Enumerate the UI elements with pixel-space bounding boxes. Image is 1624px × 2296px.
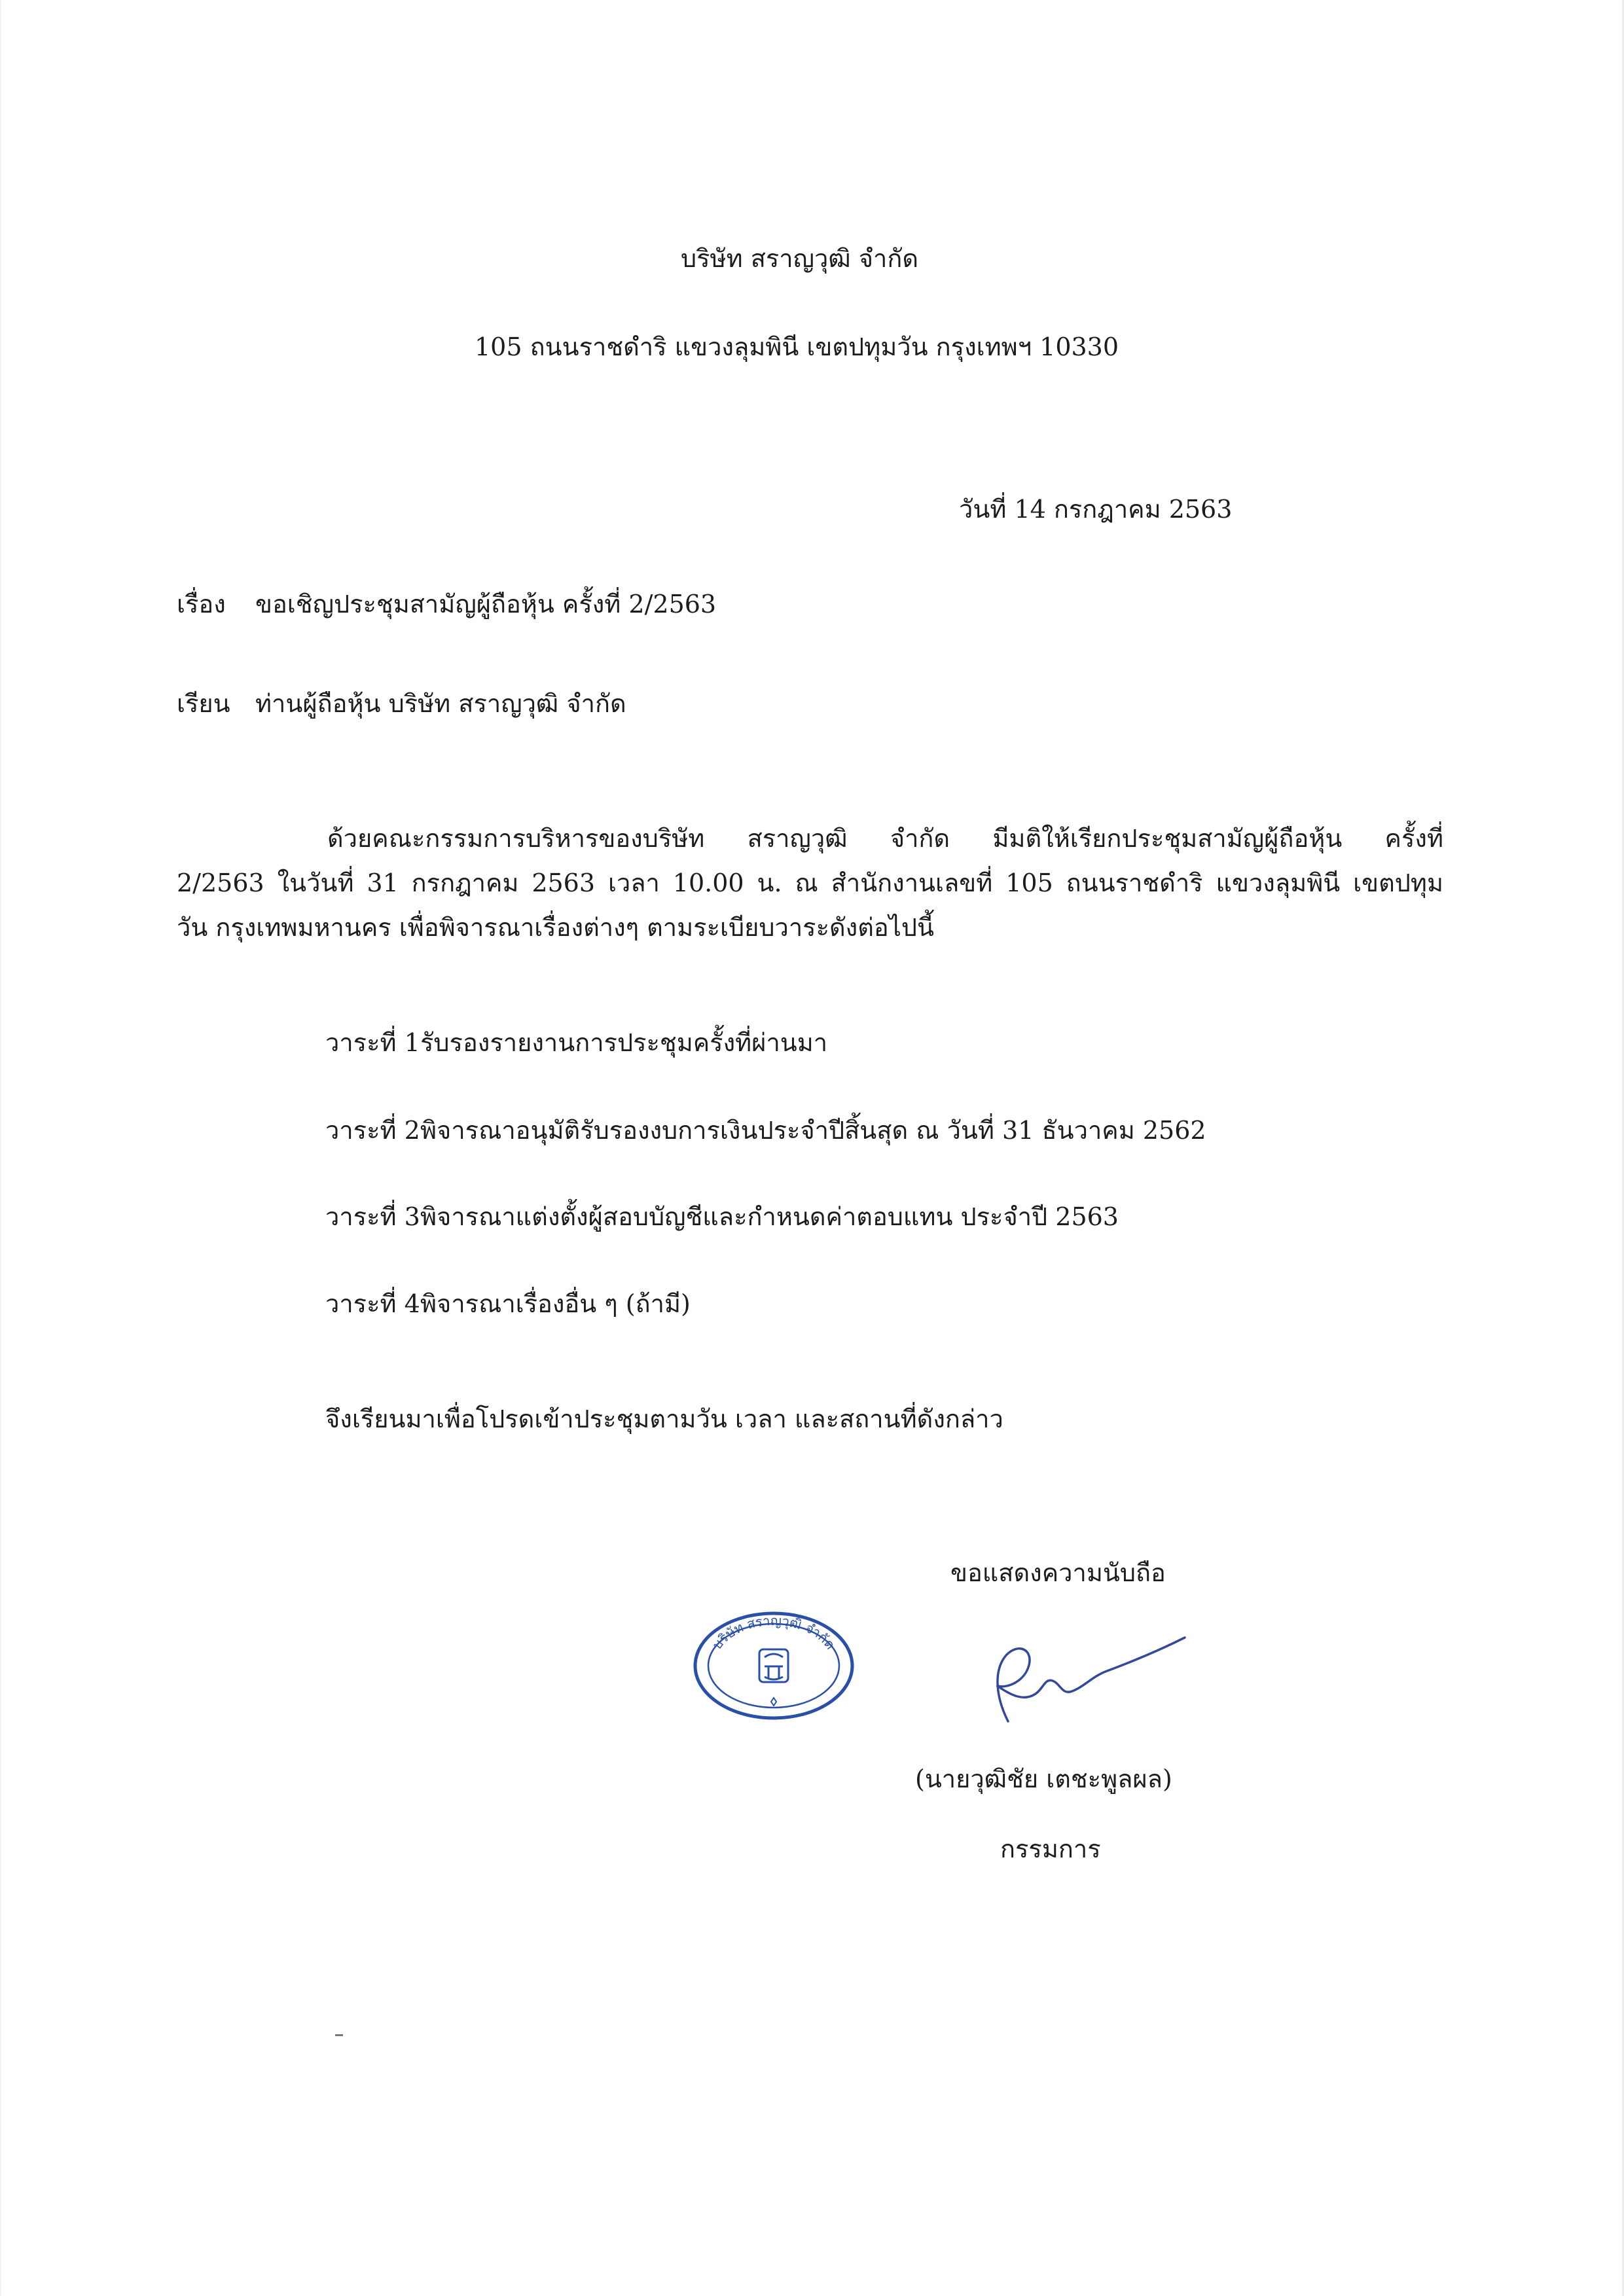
signer-position: กรรมการ [1000, 1835, 1101, 1863]
recipient-line [177, 684, 626, 723]
agenda-number: วาระที่ 3 [325, 1202, 420, 1231]
subject-line [177, 584, 716, 624]
agenda-text: พิจารณาเรื่องอื่น ๆ (ถ้ามี) [420, 1289, 691, 1318]
regards-text: ขอแสดงความนับถือ [950, 1558, 1166, 1587]
body-paragraph [177, 816, 1443, 950]
signer-name: (นายวุฒิชัย เตชะพูลผล) [915, 1765, 1172, 1793]
company-address: 105 ถนนราชดำริ แขวงลุมพินี เขตปทุมวัน กรุงเทพฯ 10330 [475, 332, 1119, 361]
body-line: ด้วยคณะกรรมการบริหารของบริษัท สราญวุฒิ จำกัด มีมติให้เรียกประชุมสามัญผู้ถือหุ้น ครั้งที่ [327, 824, 1443, 853]
agenda-text: พิจารณาแต่งตั้งผู้สอบบัญชีและกำหนดค่าตอบแทน ประจำปี 2563 [420, 1202, 1119, 1231]
recipient-label: เรียน [177, 689, 230, 718]
company-name: บริษัท สราญวุฒิ จำกัด [681, 244, 919, 273]
agenda-item [325, 1197, 1119, 1236]
agenda-number: วาระที่ 4 [325, 1289, 420, 1318]
company-seal-icon [689, 1604, 859, 1728]
scan-mark [335, 2034, 343, 2036]
scan-edge-left [0, 0, 1, 2296]
seal-text: บริษัท สราญวุฒิ จำกัด [709, 1612, 839, 1653]
agenda-text: พิจารณาอนุมัติรับรองงบการเงินประจำปีสิ้นสุด ณ วันที่ 31 ธันวาคม 2562 [420, 1116, 1206, 1145]
agenda-number: วาระที่ 2 [325, 1116, 420, 1145]
recipient-text: ท่านผู้ถือหุ้น บริษัท สราญวุฒิ จำกัด [255, 689, 626, 718]
body-line: 2/2563 ในวันที่ 31 กรกฎาคม 2563 เวลา 10.00 น. ณ สำนักงานเลขที่ 105 ถนนราชดำริ แขวงลุมพินี เขตปทุม [177, 869, 1443, 897]
body-line: วัน กรุงเทพมหานคร เพื่อพิจารณาเรื่องต่างๆ ตามระเบียบวาระดังต่อไปนี้ [177, 913, 934, 942]
signature-icon [969, 1623, 1191, 1728]
svg-text:บริษัท สราญวุฒิ จำกัด [709, 1613, 839, 1653]
agenda-item [325, 1111, 1206, 1150]
closing-sentence: จึงเรียนมาเพื่อโปรดเข้าประชุมตามวัน เวลา และสถานที่ดังกล่าว [325, 1405, 1003, 1433]
agenda-item [325, 1023, 827, 1062]
subject-text: ขอเชิญประชุมสามัญผู้ถือหุ้น ครั้งที่ 2/2563 [255, 590, 717, 619]
agenda-number: วาระที่ 1 [325, 1028, 420, 1057]
letter-date: วันที่ 14 กรกฎาคม 2563 [959, 495, 1233, 524]
agenda-item [325, 1284, 691, 1323]
subject-label: เรื่อง [177, 590, 226, 619]
agenda-text: รับรองรายงานการประชุมครั้งที่ผ่านมา [420, 1028, 828, 1057]
